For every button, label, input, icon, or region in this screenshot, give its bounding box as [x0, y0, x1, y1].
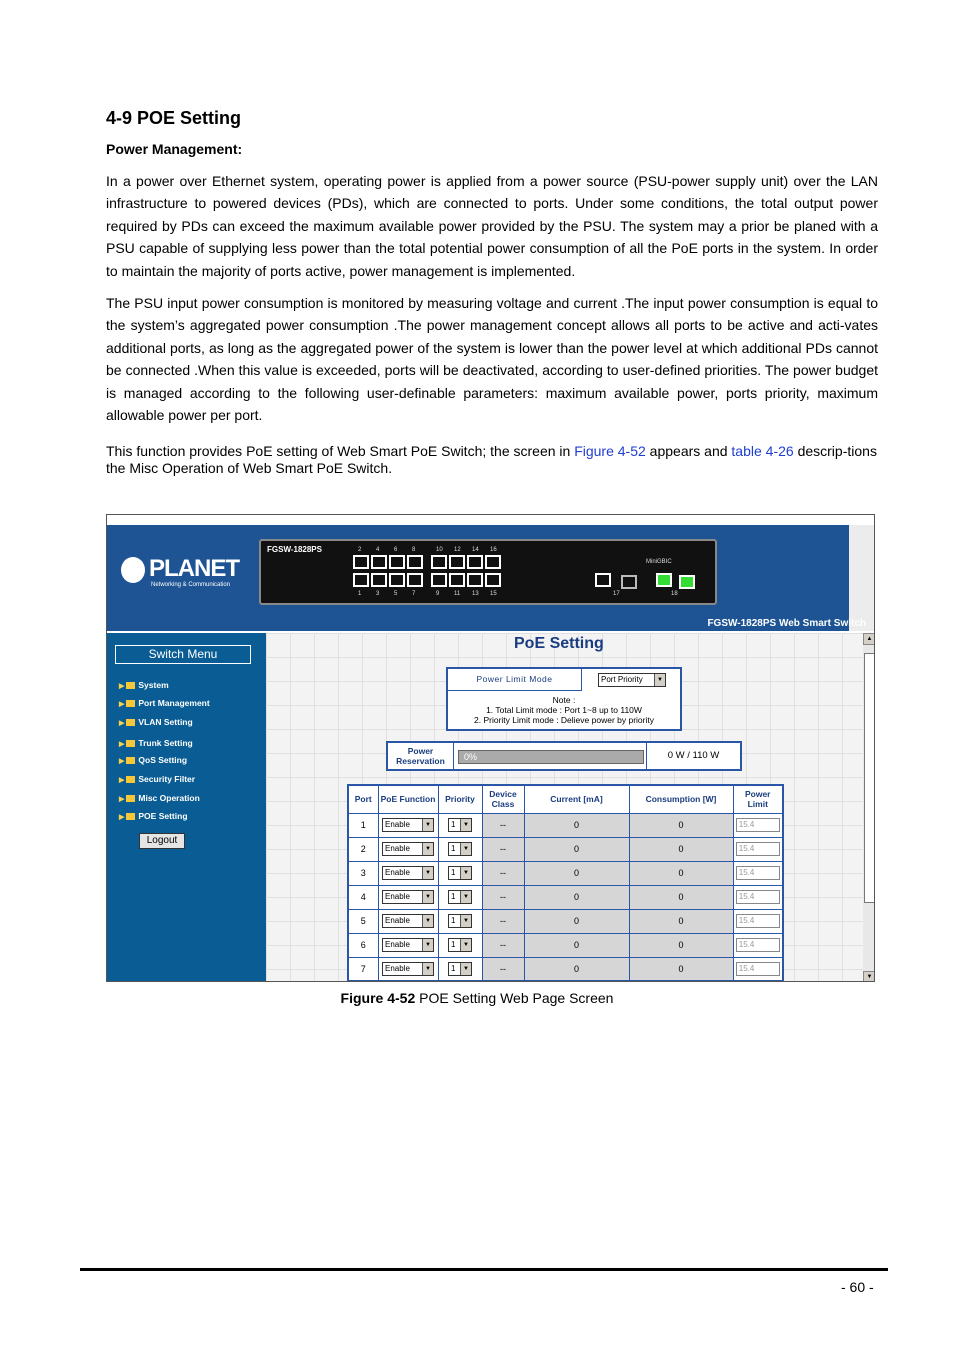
port-number: 5: [394, 591, 398, 597]
priority-cell: [438, 861, 482, 885]
power-limit-input[interactable]: 15.4: [736, 938, 780, 952]
port-number: 18: [671, 591, 678, 597]
power-limit-input[interactable]: 15.4: [736, 914, 780, 928]
power-reservation-value: 0 W / 110 W: [646, 743, 740, 769]
port-number: 10: [436, 547, 443, 553]
select-value: Enable: [385, 820, 410, 829]
device-class-cell: --: [482, 933, 524, 957]
port-number: 15: [490, 591, 497, 597]
figure-link[interactable]: Figure 4-52: [574, 443, 646, 459]
rj45-port-icon: [353, 555, 369, 569]
poe-function-select[interactable]: [382, 866, 434, 880]
rj45-port-icon: [407, 573, 423, 587]
power-limit-cell: [733, 861, 783, 885]
current-cell: 0: [524, 885, 629, 909]
folder-icon: [126, 719, 135, 726]
menu-item-misc-operation[interactable]: [119, 793, 200, 803]
table-header-row: [348, 785, 783, 813]
arrow-icon: ▶: [119, 796, 125, 803]
dropdown-arrow-icon: ▼: [422, 867, 433, 879]
column-header: Device Class: [482, 785, 524, 813]
switch-front-panel: [259, 539, 717, 605]
rj45-port-icon: [449, 555, 465, 569]
select-value: Enable: [385, 963, 410, 973]
menu-item-label: System: [138, 680, 169, 690]
power-limit-input[interactable]: 15.4: [736, 866, 780, 880]
power-limit-mode-box: [446, 667, 682, 731]
poe-function-select[interactable]: [382, 890, 434, 904]
table-row: [348, 861, 783, 885]
poe-function-cell: [378, 861, 438, 885]
dropdown-arrow-icon: ▼: [460, 963, 471, 975]
menu-item-security-filter[interactable]: [119, 774, 195, 784]
minigbic-label: MiniGBIC: [646, 559, 672, 565]
paragraph-power-consumption: The PSU input power consumption is monitored by measuring voltage and current .The input power consumption is equal to the system’s aggregated power consumption .The power management concept allows all ports to be active and acti-vates additional ports, as long as the aggregated power of the system is lower than the power level at which additional PDs cannot be connected .When this value is exceeded, ports will be deactivated, according to user-defined priorities. The power budget is managed according to the following user-definable parameters: maximum available power, ports priority, maximum allowable power per port.: [106, 295, 878, 424]
dropdown-arrow-icon: ▼: [422, 891, 433, 903]
uplink-port-icon: [595, 573, 611, 587]
poe-function-cell: [378, 813, 438, 837]
dropdown-arrow-icon: ▼: [422, 963, 433, 975]
arrow-icon: ▶: [119, 814, 125, 821]
priority-select[interactable]: [448, 938, 472, 952]
poe-function-cell: [378, 885, 438, 909]
dropdown-arrow-icon: ▼: [460, 915, 471, 927]
current-cell: 0: [524, 957, 629, 981]
column-header: Port: [348, 785, 378, 813]
current-cell: 0: [524, 933, 629, 957]
select-value: Port Priority: [601, 675, 643, 684]
power-limit-mode-label: Power Limit Mode: [448, 669, 582, 691]
select-value: Enable: [385, 940, 410, 949]
power-limit-cell: [733, 885, 783, 909]
subsection-heading: Power Management:: [106, 141, 243, 157]
rj45-port-icon: [449, 573, 465, 587]
port-number: 8: [412, 547, 416, 553]
table-row: [348, 933, 783, 957]
folder-icon: [126, 740, 135, 747]
note-title: Note :: [552, 695, 576, 705]
table-row: [348, 885, 783, 909]
select-value: 1: [451, 844, 456, 853]
poe-setting-content: [266, 633, 863, 982]
menu-item-qos-setting[interactable]: [119, 755, 187, 765]
select-value: Enable: [385, 892, 410, 901]
poe-port-table: [347, 784, 784, 982]
dropdown-arrow-icon: ▼: [654, 674, 665, 686]
note-line-1: 1. Total Limit mode : Port 1~8 up to 110W: [486, 705, 642, 715]
switch-menu-sidebar: [107, 633, 266, 982]
arrow-icon: ▶: [119, 683, 125, 690]
port-number: 16: [490, 547, 497, 553]
panel-model-label: FGSW-1828PS: [267, 545, 322, 554]
port-cell: 3: [348, 861, 378, 885]
menu-item-label: Trunk Setting: [138, 738, 193, 748]
port-cell: 1: [348, 813, 378, 837]
select-value: 1: [451, 868, 456, 877]
device-class-cell: --: [482, 909, 524, 933]
arrow-icon: ▶: [119, 758, 125, 765]
power-limit-input[interactable]: 15.4: [736, 818, 780, 832]
dropdown-arrow-icon: ▼: [422, 819, 433, 831]
limit-mode-note: [448, 695, 680, 725]
port-cell: 4: [348, 885, 378, 909]
rj45-port-icon: [467, 555, 483, 569]
footer-rule: [80, 1268, 888, 1271]
rj45-port-icon: [485, 573, 501, 587]
arrow-icon: ▶: [119, 777, 125, 784]
consumption-cell: 0: [629, 837, 733, 861]
menu-item-label: Misc Operation: [138, 793, 200, 803]
port-number: 6: [394, 547, 398, 553]
port-number: 2: [358, 547, 362, 553]
priority-select[interactable]: [448, 962, 472, 976]
priority-cell: [438, 813, 482, 837]
sfp-port-icon: [621, 575, 637, 589]
banner-margin: [849, 525, 875, 631]
port-number: 9: [436, 591, 440, 597]
planet-logo: [121, 555, 239, 591]
port-number: 17: [613, 591, 620, 597]
port-cell: 5: [348, 909, 378, 933]
label-line: Power: [407, 746, 434, 756]
page-number: - 60 -: [841, 1279, 874, 1295]
priority-select[interactable]: [448, 842, 472, 856]
priority-select[interactable]: [448, 818, 472, 832]
port-number: 12: [454, 547, 461, 553]
power-limit-cell: [733, 957, 783, 981]
poe-function-cell: [378, 957, 438, 981]
port-cell: 7: [348, 957, 378, 981]
dropdown-arrow-icon: ▼: [460, 867, 471, 879]
logo-subtitle: Networking & Communication: [151, 582, 231, 588]
rj45-port-icon: [407, 555, 423, 569]
power-limit-input[interactable]: 15.4: [736, 890, 780, 904]
scroll-thumb[interactable]: [864, 653, 875, 903]
sfp-port-icon: [679, 575, 695, 589]
dropdown-arrow-icon: ▼: [460, 891, 471, 903]
poe-function-cell: [378, 837, 438, 861]
rj45-port-icon: [485, 555, 501, 569]
caption-text: POE Setting Web Page Screen: [415, 990, 614, 1006]
scroll-up-icon[interactable]: ▲: [863, 633, 875, 645]
column-header: Priority: [438, 785, 482, 813]
screenshot-figure: [106, 514, 875, 982]
menu-item-system[interactable]: [119, 680, 169, 690]
table-row: [348, 837, 783, 861]
port-number: 14: [472, 547, 479, 553]
arrow-icon: ▶: [119, 741, 125, 748]
current-cell: 0: [524, 861, 629, 885]
vertical-scrollbar[interactable]: [863, 633, 875, 982]
dropdown-arrow-icon: ▼: [422, 915, 433, 927]
logo-text: PLANET: [149, 555, 239, 582]
power-limit-input[interactable]: 15.4: [736, 842, 780, 856]
rj45-port-icon: [431, 573, 447, 587]
port-number: 3: [376, 591, 380, 597]
folder-icon: [126, 795, 135, 802]
caption-label: Figure 4-52: [340, 990, 416, 1006]
paragraph-function-description: [106, 443, 878, 476]
select-value: 1: [451, 963, 456, 973]
priority-cell: [438, 909, 482, 933]
power-limit-mode-select[interactable]: [598, 673, 666, 687]
power-limit-cell: [733, 933, 783, 957]
folder-icon: [126, 813, 135, 820]
power-limit-cell: [733, 909, 783, 933]
menu-item-vlan-setting[interactable]: [119, 717, 193, 727]
select-value: Enable: [385, 868, 410, 877]
rj45-port-icon: [389, 555, 405, 569]
label-line: Reservation: [396, 756, 445, 766]
consumption-cell: 0: [629, 813, 733, 837]
device-class-cell: --: [482, 837, 524, 861]
table-link[interactable]: table 4-26: [731, 443, 794, 459]
select-value: 1: [451, 820, 456, 829]
switch-menu-title: Switch Menu: [115, 645, 251, 664]
paragraph-power-management-intro: In a power over Ethernet system, operating power is applied from a power source (PSU-power supply unit) over the LAN infrastructure to powered devices (PDs), which are connected to ports. Under some conditions, the total output power required by PDs can exceed the maximum available power provided by the PSU. The system may a prior be planed with a PSU capable of supplying less power than the total potential power consumption of all the PoE ports in the system. In order to maintain the majority of ports active, power management is implemented.: [106, 173, 878, 279]
table-row: [348, 813, 783, 837]
poe-function-cell: [378, 933, 438, 957]
rj45-port-icon: [467, 573, 483, 587]
port-number: 1: [358, 591, 362, 597]
rj45-port-icon: [353, 573, 369, 587]
planet-logo-mark: [121, 557, 145, 583]
column-header: PoE Function: [378, 785, 438, 813]
dropdown-arrow-icon: ▼: [460, 819, 471, 831]
select-value: Enable: [385, 916, 410, 925]
section-heading: 4-9 POE Setting: [106, 108, 242, 128]
poe-function-select[interactable]: [382, 962, 434, 976]
priority-cell: [438, 957, 482, 981]
folder-icon: [126, 682, 135, 689]
priority-cell: [438, 885, 482, 909]
select-value: 1: [451, 892, 456, 901]
rj45-port-icon: [371, 555, 387, 569]
poe-function-select[interactable]: [382, 818, 434, 832]
port-number: 4: [376, 547, 380, 553]
column-header: Current [mA]: [524, 785, 629, 813]
power-reservation-label: [388, 743, 454, 769]
menu-item-label: Security Filter: [138, 774, 196, 784]
note-line-2: 2. Priority Limit mode : Delieve power by priority: [474, 715, 654, 725]
device-class-cell: --: [482, 957, 524, 981]
arrow-icon: ▶: [119, 701, 125, 708]
power-limit-cell: [733, 813, 783, 837]
scroll-down-icon[interactable]: ▼: [863, 971, 875, 982]
column-header: Consumption [W]: [629, 785, 733, 813]
select-value: Enable: [385, 844, 410, 853]
poe-function-select[interactable]: [382, 842, 434, 856]
consumption-cell: 0: [629, 885, 733, 909]
power-reservation-bar: [458, 750, 644, 764]
menu-item-label: QoS Setting: [138, 755, 188, 765]
current-cell: 0: [524, 909, 629, 933]
rj45-port-icon: [371, 573, 387, 587]
column-header: Power Limit: [733, 785, 783, 813]
device-class-cell: --: [482, 813, 524, 837]
port-number: 7: [412, 591, 416, 597]
priority-cell: [438, 933, 482, 957]
logout-button[interactable]: Logout: [139, 833, 185, 849]
folder-icon: [126, 776, 135, 783]
poe-function-select[interactable]: [382, 938, 434, 952]
dropdown-arrow-icon: ▼: [460, 939, 471, 951]
consumption-cell: 0: [629, 861, 733, 885]
consumption-cell: 0: [629, 957, 733, 981]
folder-icon: [126, 757, 135, 764]
device-class-cell: --: [482, 885, 524, 909]
consumption-cell: 0: [629, 909, 733, 933]
consumption-cell: 0: [629, 933, 733, 957]
power-limit-cell: [733, 837, 783, 861]
banner-title: FGSW-1828PS Web Smart Switch: [707, 618, 866, 629]
port-cell: 6: [348, 933, 378, 957]
menu-item-port-management[interactable]: [119, 698, 210, 708]
power-limit-input[interactable]: 15.4: [736, 962, 780, 976]
select-value: 1: [451, 916, 456, 925]
port-cell: 2: [348, 837, 378, 861]
power-reservation-percent: 0%: [464, 752, 478, 762]
current-cell: 0: [524, 837, 629, 861]
dropdown-arrow-icon: ▼: [422, 843, 433, 855]
paragraph-text: descrip-tions the Misc Operation of Web Smart PoE Switch.: [106, 443, 877, 476]
device-class-cell: --: [482, 861, 524, 885]
menu-item-trunk-setting[interactable]: [119, 738, 193, 748]
port-number: 11: [454, 591, 461, 597]
port-number: 13: [472, 591, 479, 597]
poe-function-cell: [378, 909, 438, 933]
rj45-port-icon: [389, 573, 405, 587]
sfp-port-icon: [656, 573, 672, 587]
menu-item-poe-setting[interactable]: [119, 811, 188, 821]
priority-cell: [438, 837, 482, 861]
menu-item-label: POE Setting: [138, 811, 188, 821]
priority-select[interactable]: [448, 890, 472, 904]
current-cell: 0: [524, 813, 629, 837]
folder-icon: [126, 700, 135, 707]
menu-item-label: VLAN Setting: [138, 717, 193, 727]
rj45-port-icon: [431, 555, 447, 569]
menu-item-label: Port Management: [138, 698, 210, 708]
paragraph-text: appears and: [645, 443, 732, 459]
priority-select[interactable]: [448, 866, 472, 880]
priority-select[interactable]: [448, 914, 472, 928]
figure-caption: [0, 990, 954, 1006]
arrow-icon: ▶: [119, 720, 125, 727]
table-row: [348, 957, 783, 981]
table-row: [348, 909, 783, 933]
paragraph-text: This function provides PoE setting of Web Smart PoE Switch; the screen in: [106, 443, 575, 459]
poe-function-select[interactable]: [382, 914, 434, 928]
dropdown-arrow-icon: ▼: [460, 843, 471, 855]
select-value: 1: [451, 940, 456, 949]
dropdown-arrow-icon: ▼: [422, 939, 433, 951]
poe-setting-title: PoE Setting: [514, 635, 604, 652]
power-reservation-box: [386, 741, 742, 771]
